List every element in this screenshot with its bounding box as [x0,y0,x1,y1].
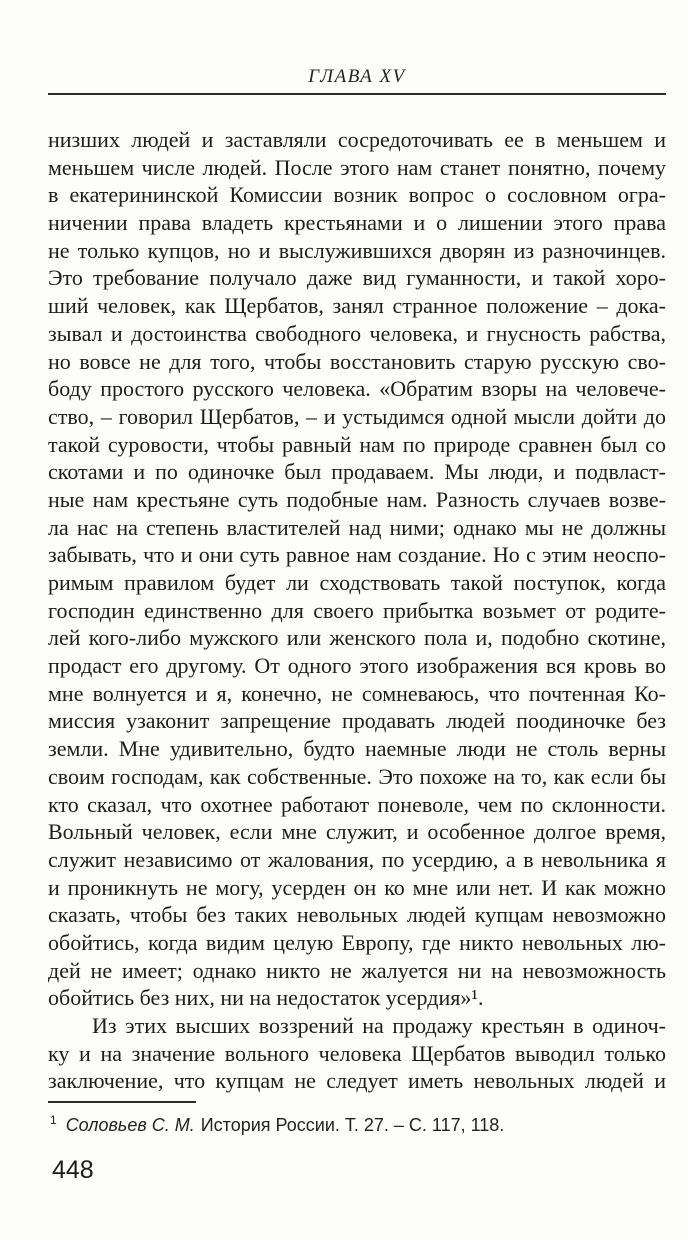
text-line: ку и на значение вольного человека Щербатов выводил только [48,1040,666,1066]
footnote-marker: 1 [50,1113,57,1128]
text-line: мне волнуется и я, конечно, не сомневаюсь, что почтенная Ко- [48,680,666,706]
text-line: кто сказал, что охотнее работают поневоле, чем по склонности. [48,791,666,817]
text-line: Это требование получало даже вид гуманности, и такой хоро- [48,265,666,291]
text-line: заключение, что купцам не следует иметь невольных людей и [48,1068,666,1094]
text-line: ла нас на степень властителей над ними; однако мы не должны [48,514,666,540]
footnote-reference: История России. Т. 27. – С. 117, 118. [200,1115,505,1136]
body-text [48,126,666,1095]
footnote [48,1101,666,1137]
text-line: служит независимо от жалования, по усердию, а в невольника я [48,846,666,872]
text-line: Из этих высших воззрений на продажу крестьян в одиноч- [92,1013,666,1038]
text-line: забывать, что и они суть равное нам создание. Но с этим неоспо- [48,542,666,568]
text-line: зывал и достоинства свободного человека, и гнусность рабства, [48,320,666,346]
paragraph-new [48,1012,666,1095]
text-line: боду простого русского человека. «Обратим взоры на человече- [48,376,666,402]
text-line: миссия узаконит запрещение продавать людей поодиночке без [48,708,666,734]
text-line: не только купцов, но и выслужившихся дворян из разночинцев. [48,237,666,263]
text-line: продаст его другому. От одного этого изображения вся кровь во [48,653,666,679]
text-line: господин единственно для своего прибытка возьмет от родите- [48,597,666,623]
paragraph-continuation [48,126,666,1012]
text-line: ство, – говорил Щербатов, – и устыдимся одной мысли дойти до [48,403,666,429]
text-line: ничении права владеть крестьянами и о лишении этого права [48,210,666,236]
text-line: такой суровости, чтобы равный нам по природе сравнен был со [48,431,666,457]
footnote-author: Соловьев С. М. [65,1115,195,1136]
text-line: дей не имеет; однако никто не жалуется ни на невозможность [48,957,666,983]
text-line: ные нам крестьяне суть подобные нам. Разность случаев возве- [48,486,666,512]
text-line: низших людей и заставляли сосредоточивать ее в меньшем и [48,127,666,152]
text-line: земли. Мне удивительно, будто наемные люди не столь верны [48,736,666,762]
text-line: ший человек, как Щербатов, занял странное положение – дока- [48,293,666,319]
text-line: своим господам, как собственные. Это похоже на то, как если бы [48,763,666,789]
text-line: меньшем числе людей. После этого нам станет понятно, почему [48,154,666,180]
text-line: лей кого-либо мужского или женского пола и, подобно скотине, [48,625,666,651]
text-line: но вовсе не для того, чтобы восстановить старую русскую сво- [48,348,666,374]
text-line: в екатерининской Комиссии возник вопрос о сословном огра- [48,182,666,208]
text-line: римым правилом будет ли сходствовать такой поступок, когда [48,570,666,595]
text-line: обойтись без них, ни на недостаток усердия»¹. [48,985,484,1011]
text-line: и проникнуть не могу, усерден он ко мне или нет. И как можно [48,874,666,900]
text-line: скотами и по одиночке был продаваем. Мы люди, и подвласт- [48,459,666,485]
text-line: сказать, чтобы без таких невольных людей купцам невозможно [48,902,666,928]
footnote-line [48,1108,666,1137]
footnote-separator [48,1101,196,1103]
chapter-running-head: ГЛАВА XV [48,66,666,95]
text-line: Вольный человек, если мне служит, и особенное долгое время, [48,819,666,845]
page-number: 448 [52,1156,94,1184]
text-line: обойтись, когда видим целую Европу, где никто невольных лю- [48,929,666,955]
